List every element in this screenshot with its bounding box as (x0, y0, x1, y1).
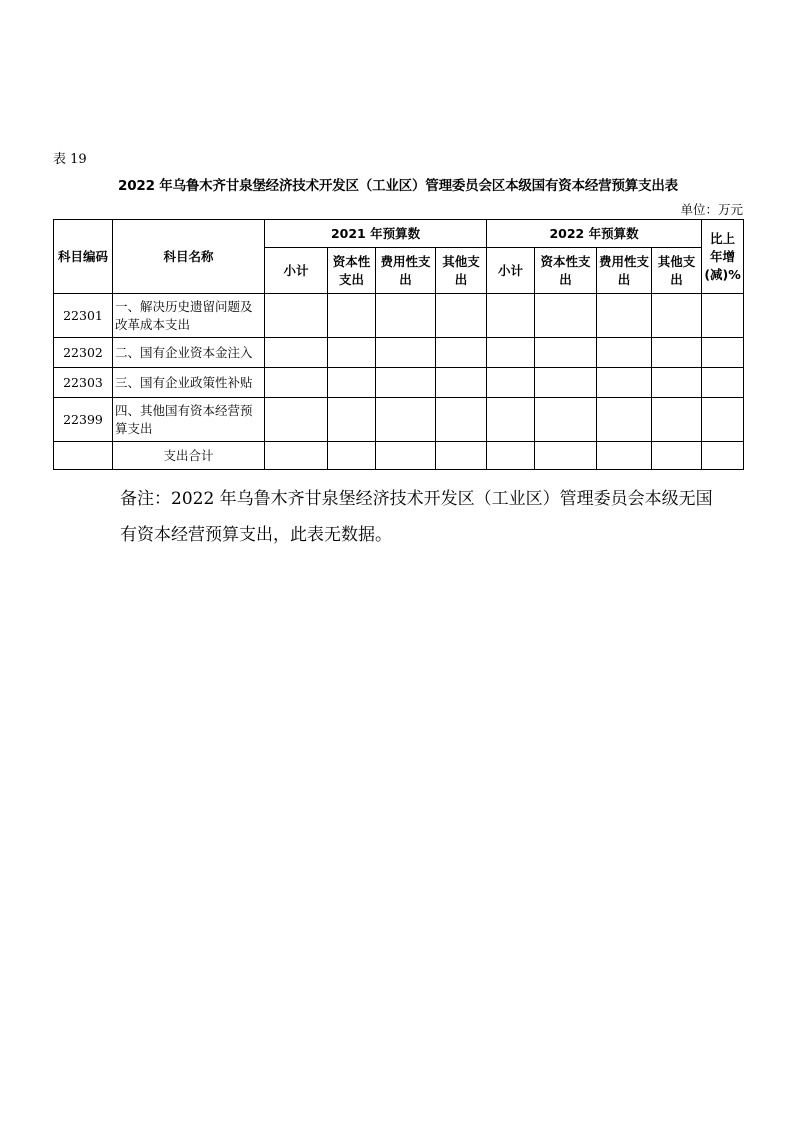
header-2021-subtotal: 小计 (265, 248, 328, 294)
table-row (54, 368, 744, 398)
table-row (54, 398, 744, 442)
footnote: 备注：2022 年乌鲁木齐甘泉堡经济技术开发区（工业区）管理委员会本级无国有资本经营预算支出，此表无数据。 (120, 489, 713, 545)
header-2021-other: 其他支出 (436, 248, 487, 294)
total-label: 支出合计 (113, 442, 265, 470)
table-row (54, 294, 744, 338)
row-name: 二、国有企业资本金注入 (113, 338, 265, 368)
total-row (54, 442, 744, 470)
row-name: 四、其他国有资本经营预算支出 (113, 398, 265, 442)
row-code: 22301 (54, 294, 113, 338)
header-2021: 2021 年预算数 (265, 220, 487, 248)
header-name: 科目名称 (113, 220, 265, 294)
header-2022-other: 其他支出 (652, 248, 702, 294)
header-2022-expense: 费用性支出 (597, 248, 652, 294)
table-row (54, 338, 744, 368)
document-title: 2022 年乌鲁木齐甘泉堡经济技术开发区（工业区）管理委员会区本级国有资本经营预算支出表 (118, 178, 678, 194)
row-code: 22399 (54, 398, 113, 442)
header-2022: 2022 年预算数 (487, 220, 702, 248)
table-number: 表 19 (53, 152, 87, 167)
header-2022-capital: 资本性支出 (535, 248, 597, 294)
row-code: 22302 (54, 338, 113, 368)
header-2022-subtotal: 小计 (487, 248, 535, 294)
row-name: 一、解决历史遗留问题及改革成本支出 (113, 294, 265, 338)
unit-label: 单位：万元 (680, 202, 743, 217)
row-name: 三、国有企业政策性补贴 (113, 368, 265, 398)
row-code: 22303 (54, 368, 113, 398)
budget-table (53, 219, 744, 470)
header-code: 科目编码 (54, 220, 113, 294)
header-change: 比上年增(减)% (702, 220, 744, 294)
header-2021-capital: 资本性支出 (328, 248, 376, 294)
header-2021-expense: 费用性支出 (376, 248, 436, 294)
